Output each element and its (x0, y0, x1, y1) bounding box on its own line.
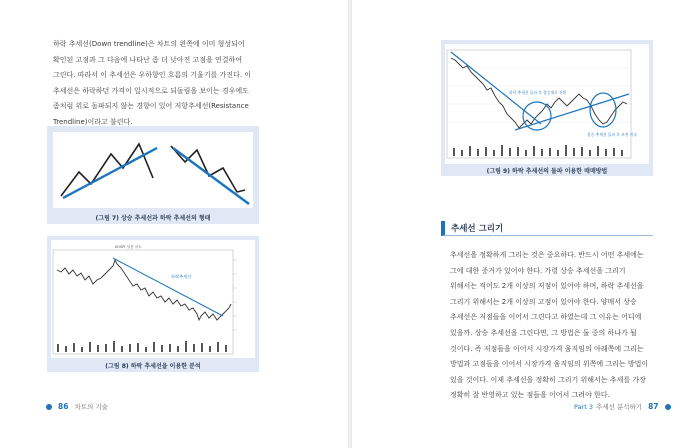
footer-dot-icon (46, 404, 52, 410)
footer-part: Part 3 (574, 402, 594, 411)
left-page-number: 86 (58, 402, 69, 411)
right-footer-title: 추세선 분석하기 (596, 403, 643, 411)
downtrend-line (173, 148, 249, 204)
figure-8-chart (51, 240, 255, 358)
figure-7 (47, 126, 259, 224)
figure-8-caption: (그림 8) 하락 추세선을 이용한 분석 (105, 363, 201, 370)
figure-7-caption: (그림 7) 상승 추세선과 하락 추세선의 형태 (95, 215, 211, 222)
figure-9-chart (445, 44, 649, 164)
figure-9-volume-bars (453, 145, 623, 156)
price-axis (233, 260, 237, 330)
figure-9-caption: (그림 9) 하락 추세선의 돌파 이용한 매매방법 (486, 168, 608, 175)
figure-9-downtrend-line (451, 52, 541, 124)
section-heading (441, 221, 653, 236)
section-title: 추세선 그리기 (451, 224, 504, 234)
volume-bars (57, 341, 227, 352)
right-page-number: 87 (648, 402, 659, 411)
left-footer (46, 402, 108, 411)
left-footer-title: 차트의 기술 (74, 403, 108, 411)
figure-8-trend-label: 하락추세선 (171, 274, 192, 279)
figure-8-downtrend-line (113, 258, 223, 316)
figure-8 (47, 236, 259, 372)
figure-9 (441, 40, 653, 176)
downtrend-zigzag (171, 146, 245, 192)
uptrend-zigzag (61, 144, 153, 196)
footer-dot-icon-right (665, 404, 671, 410)
figure-8-chart-header: KOSPI 일봉 차트 (115, 245, 142, 249)
intro-paragraph: 하락 추세선(Down trendline)은 차트의 왼쪽에 이미 형성되어 확인된 고점과 그 다음에 나타난 좀 더 낮아진 고점을 연결하여 그린다. 따라서 이 추세선은 우하향인 흐름의 기울기를 가진다. 이 추세선은 하락하던 가격이 일시적으로 되돌림을 보이는 경우에도 좀처럼 위로 돌파되지 않는 경향이 있어 저항추세선(Resistance Trendline)이라고 불린다. (53, 40, 252, 126)
figure-7-diagram (53, 132, 253, 208)
price-series (57, 260, 231, 320)
figure-9-label-lower: 상승 추세선 돌파 후 조정 지속 (587, 132, 638, 137)
figure-9-label-upper: 하락 추세선 돌파 후 상승세로 전환 (509, 90, 567, 95)
section-paragraph: 추세선을 정확하게 그리는 것은 중요하다. 반드시 어떤 추세에는 그에 대한 증거가 있어야 한다. 가령 상승 추세선을 그리기 위해서는 적어도 2개 이상의 저점이 있어야 하며, 하락 추세선을 그리기 위해서는 2개 이상의 고점이 있어야 한다. 양매서 상승 추세선은 저점들을 이어서 그린다고 하였는데 그 이유는 어디에 있을까. 상승 추세선을 그린다면, 그 방법은 둘 중의 하나가 될 것이다. 즉 저점들을 이어서 시장가격 움직임의 아래쪽에 그리는 방법과 고점들을 이어서 시장가격 움직임의 위쪽에 그리는 방법이 있을 것이다. 이제 추세선을 정확히 그리기 위해서는 추세를 가장 정확히 잘 반영하고 있는 점들을 이어서 그려야 한다. (450, 251, 649, 400)
right-footer (574, 402, 671, 411)
figure-9-uptrend-line (515, 94, 629, 130)
book-spine (348, 0, 352, 448)
